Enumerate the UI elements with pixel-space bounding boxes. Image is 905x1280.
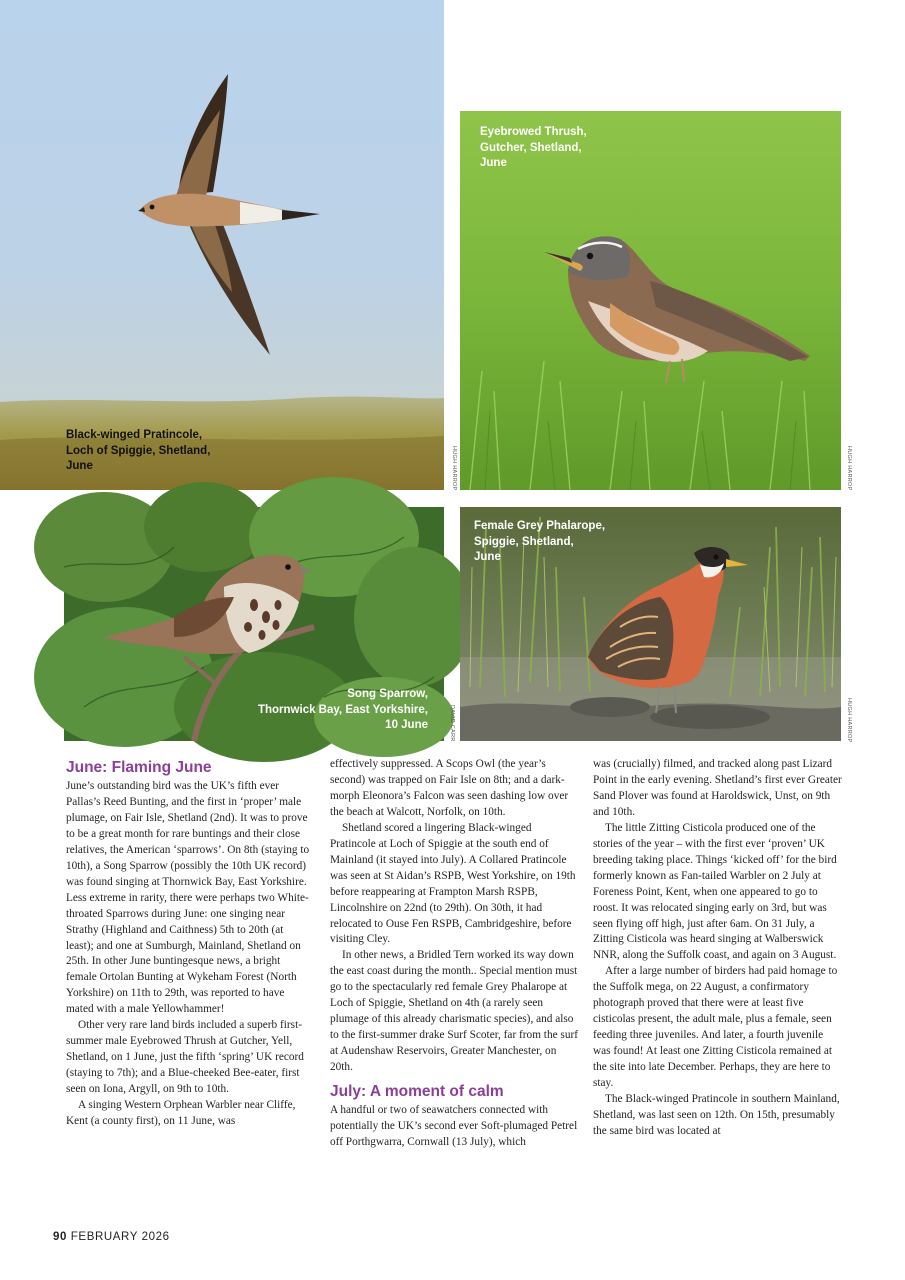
photo-credit: DAVID CARR xyxy=(449,705,455,742)
photo-caption: Eyebrowed Thrush, Gutcher, Shetland, June xyxy=(480,126,587,169)
paragraph: effectively suppressed. A Scops Owl (the year’s second) was trapped on Fair Isle on 8th; and a dark-morph Eleonora’s Falcon was seen dashing low over the beach at Walcott, Norfolk, on 10th. xyxy=(330,758,569,818)
issue-date: FEBRUARY 2026 xyxy=(70,1231,170,1243)
photo-grey-phalarope xyxy=(460,507,852,743)
article-column-1 xyxy=(66,757,312,1130)
paragraph: A singing Western Orphean Warbler near Cliffe, Kent (a county first), on 11 June, was xyxy=(66,1099,296,1128)
paragraph: June’s outstanding bird was the UK’s fifth ever Pallas’s Reed Bunting, and the first in ‘proper’ male plumage, on Fair Isle, Shetland (2nd). It was to prove to be a great month for rare buntings and their close relatives, the American ‘sparrows’. On 8th (staying to 10th), a Song Sparrow (possibly the 10th UK record) was found singing at Thornwick Bay, East Yorkshire. Less extreme in rarity, there were perhaps two White-throated Sparrows during June: one singing near Strathy (Highland and Caithness) 5th to 20th (at least); and one at Sumburgh, Mainland, Shetland on 25th. In other June buntingesque news, a bright female Ortolan Bunting at Wykeham Forest (North Yorkshire) on 11th to 29th, was reported to have mated with a male Yellowhammer! xyxy=(66,780,310,1016)
paragraph: The Black-winged Pratincole in southern Mainland, Shetland, was last seen on 12th. On 15th, presumably the same bird was located at xyxy=(593,1093,840,1137)
article-column-3 xyxy=(593,757,843,1140)
paragraph: Shetland scored a lingering Black-winged Pratincole at Loch of Spiggie at the south end of Mainland (it stayed into July). A Collared Pratincole was seen at St Aidan’s RSPB, West Yorkshire, on 19th before reappearing at Frampton Marsh RSPB, Lincolnshire on 22nd (to 29th). On 30th, it had relocated to Ouse Fen RSPB, Cambridgeshire, before visiting Cley. xyxy=(330,821,576,946)
photo-credit: HUGH HARROP xyxy=(451,446,457,491)
photo-caption: Black-winged Pratincole, Loch of Spiggie, Shetland, June xyxy=(66,429,211,472)
paragraph: After a large number of birders had paid homage to the Suffolk mega, on 22 August, a confirmatory photograph proved that there were at least five cisticolas present, the adult male, plus a female, seen feeding three juveniles. And later, a fourth juvenile was found! At least one Zitting Cisticola remained at the site into late December. Perhaps, they are here to stay. xyxy=(593,965,838,1090)
photo-caption: Female Grey Phalarope, Spiggie, Shetland, June xyxy=(474,520,606,563)
section-heading-june: June: Flaming June xyxy=(66,759,212,776)
photo-song-sparrow xyxy=(64,507,455,742)
paragraph: Other very rare land birds included a superb first-summer male Eyebrowed Thrush at Gutcher, Yell, Shetland, on 1 June, just the fifth ‘spring’ UK record (staying to 7th); and a Blue-cheeked Bee-eater, first seen on Iona, Argyll, on 9th to 10th. xyxy=(66,1019,304,1096)
photo-credit: HUGH HARROP xyxy=(846,698,852,743)
paragraph: In other news, a Bridled Tern worked its way down the east coast during the month.. Special mention must go to the spectacularly red female Grey Phalarope at Loch of Spiggie, Shetland on 4th (a rarely seen plumage of this already charismatic species), and also to the first-summer drake Surf Scoter, far from the surf at Audenshaw Reservoirs, Greater Manchester, on 20th. xyxy=(330,949,579,1074)
photo-black-winged-pratincole xyxy=(0,0,457,491)
paragraph: was (crucially) filmed, and tracked along past Lizard Point in the early evening. Shetland’s first ever Greater Sand Plover was found at Haroldswick, Unst, on 9th and 10th. xyxy=(593,758,842,818)
section-heading-july: July: A moment of calm xyxy=(330,1083,504,1101)
photo-eyebrowed-thrush xyxy=(460,111,852,491)
article-column-2 xyxy=(330,757,578,1151)
paragraph: A handful or two of seawatchers connected with potentially the UK’s second ever Soft-plumaged Petrel off Porthgwarra, Cornwall (13 July), which xyxy=(330,1104,578,1148)
photo-caption: Song Sparrow, Thornwick Bay, East Yorkshire, 10 June xyxy=(257,688,428,731)
page-folio xyxy=(53,1231,170,1243)
photo-credit: HUGH HARROP xyxy=(846,446,852,491)
page-number: 90 xyxy=(53,1231,67,1243)
pratincole-image xyxy=(0,0,444,490)
paragraph: The little Zitting Cisticola produced one of the stories of the year – with the first ever ‘proven’ UK breeding taking place. Things ‘kicked off’ for the bird formerly known as Fan-tailed Warbler on 2 July at Foreness Point, Kent, when one appeared to go to roost. It was relocated singing early on 3rd, but was seen flying off high, just after 6am. On 31 July, a Zitting Cisticola was heard singing at Walberswick NNR, along the Suffolk coast, and again on 3 August. xyxy=(593,821,837,962)
